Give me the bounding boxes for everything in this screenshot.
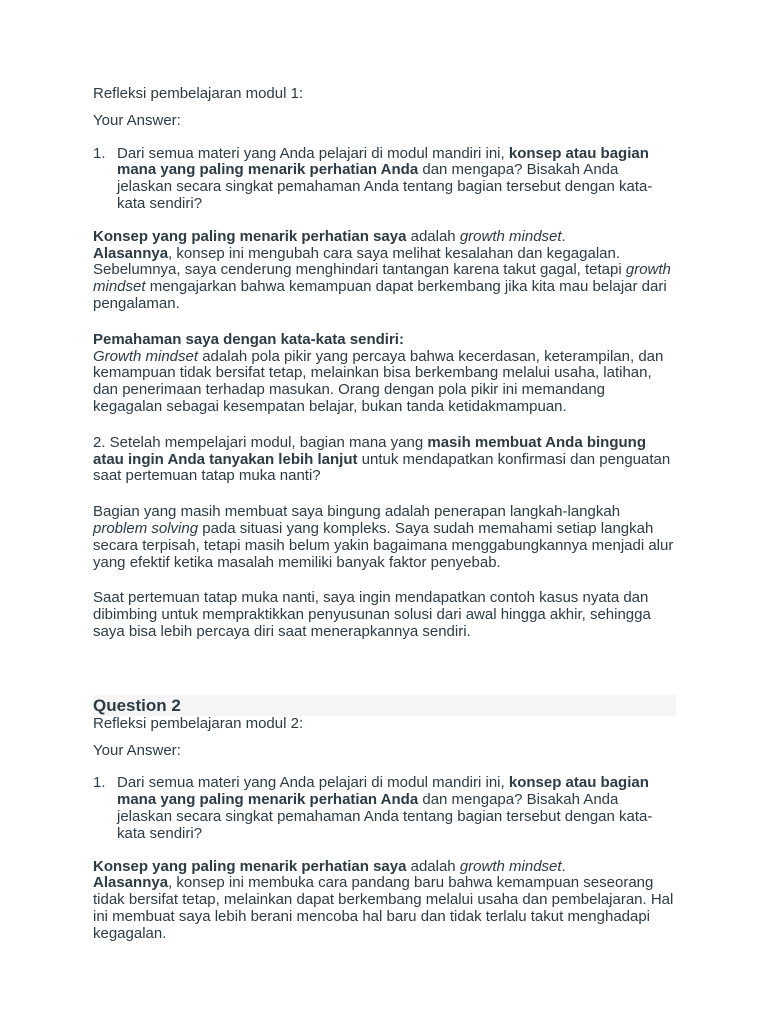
q2-question-1: Dari semua materi yang Anda pelajari di modul mandiri ini, konsep atau bagian mana yang paling menarik perhatian Anda dan mengapa? Bisakah Anda jelaskan secara singkat pemahaman Anda tentang bagian tersebut dengan kata-kata sendiri? [117,774,653,842]
q1-answer-1: Konsep yang paling menarik perhatian saya adalah growth mindset. Alasannya, konsep ini mengubah cara saya melihat kesalahan dan kegagalan. Sebelumnya, saya cenderung menghindari tantangan karena takut gagal, tetapi growth mindset mengajarkan bahwa kemampuan dapat berkembang jika kita mau belajar dari pengalaman. [93,227,671,312]
q1-question-2: 2. Setelah mempelajari modul, bagian mana yang masih membuat Anda bingung atau ingin Anda tanyakan lebih lanjut untuk mendapatkan konfirmasi dan penguatan saat pertemuan tatap muka nanti? [93,433,671,485]
list-number: 1. [93,774,106,792]
q1-your-answer-label: Your Answer: [93,111,181,129]
question-2-heading: Question 2 [93,695,676,716]
q1-question-1: Dari semua materi yang Anda pelajari di modul mandiri ini, konsep atau bagian mana yang paling menarik perhatian Anda dan mengapa? Bisakah Anda jelaskan secara singkat pemahaman Anda tentang bagian tersebut dengan kata-kata sendiri? [117,144,653,212]
q1-answer-2: Bagian yang masih membuat saya bingung adalah penerapan langkah-langkah problem solving pada situasi yang kompleks. Saya sudah memahami setiap langkah secara terpisah, tetapi masih belum yakin bagaimana menggabungkannya menjadi alur yang efektif ketika masalah memiliki banyak faktor penyebab. [93,503,674,571]
q1-list-item-1 [93,146,676,213]
q1-own-understanding: Pemahaman saya dengan kata-kata sendiri: Growth mindset adalah pola pikir yang percaya bahwa kecerdasan, keterampilan, dan kemampuan tidak bersifat tetap, melainkan bisa berkembang melalui usaha, latihan, dan penerimaan terhadap masukan. Orang dengan pola pikir ini memandang kegagalan sebagai kesempatan belajar, bukan tanda ketidakmampuan. [93,330,664,415]
q2-list-item-1 [93,775,676,842]
list-number: 1. [93,144,106,162]
q2-prompt: Refleksi pembelajaran modul 2: [93,714,304,732]
q1-answer-3: Saat pertemuan tatap muka nanti, saya ingin mendapatkan contoh kasus nyata dan dibimbing untuk mempraktikkan penyusunan solusi dari awal hingga akhir, sehingga saya bisa lebih percaya diri saat menerapkannya sendiri. [93,589,651,640]
q2-your-answer-label: Your Answer: [93,741,181,759]
q1-prompt: Refleksi pembelajaran modul 1: [93,85,304,102]
document-page [93,86,676,942]
q2-answer-1: Konsep yang paling menarik perhatian saya adalah growth mindset. Alasannya, konsep ini membuka cara pandang baru bahwa kemampuan seseorang tidak bersifat tetap, melainkan dapat berkembang melalui usaha dan pembelajaran. Hal ini membuat saya lebih berani mencoba hal baru dan tidak terlalu takut menghadapi kegagalan. [93,857,674,942]
